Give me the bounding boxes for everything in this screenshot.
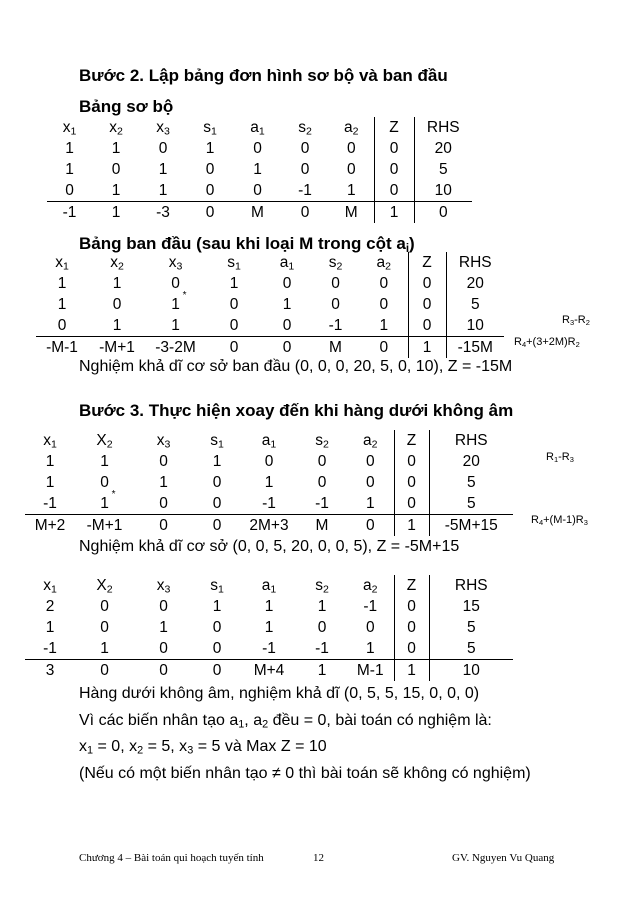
table-cell: 1 xyxy=(45,474,55,491)
table-cell: 0 xyxy=(100,619,109,636)
table-cell: 0 xyxy=(159,640,168,657)
table-cell: 5 xyxy=(466,495,476,512)
table-row xyxy=(25,515,513,537)
column-header: $a_2$ xyxy=(363,577,378,596)
table-cell: M-1 xyxy=(347,660,394,682)
table-cell: 0 xyxy=(57,317,67,334)
column-header: $s_2$ xyxy=(315,577,329,596)
table-cell: 1 xyxy=(205,140,215,157)
table-cell: 0 xyxy=(394,596,429,617)
table-cell: 0 xyxy=(408,273,446,294)
table-row xyxy=(47,202,472,224)
table-cell: 0 xyxy=(282,275,292,292)
table-cell: 1 xyxy=(264,619,274,636)
table-cell: 1 xyxy=(365,640,375,657)
table-cell: 0 xyxy=(360,337,408,359)
column-header: $x_1$ xyxy=(62,119,77,138)
table-cell: 1 xyxy=(297,660,347,682)
conclusion-line: (Nếu có một biến nhân tạo ≠ 0 thì bài toán sẽ không có nghiệm) xyxy=(79,765,531,782)
table-cell: 1 xyxy=(408,337,446,359)
conclusion-line: $x_1 = 0$, $x_2 = 5$, $x_3 = 5$ và Max Z = 10 xyxy=(79,738,327,757)
table-cell: 0 xyxy=(408,294,446,315)
pivot1-table xyxy=(25,430,513,536)
table-header-row xyxy=(25,430,513,451)
column-header: $x_1$ xyxy=(55,254,69,273)
table-cell: 0 xyxy=(414,202,472,224)
column-header: $a_2$ xyxy=(363,432,378,451)
table-cell: 1 xyxy=(365,495,375,512)
column-header: $x_3$ xyxy=(156,119,170,138)
table-cell: 1 xyxy=(111,182,121,199)
column-header: $x_1$ xyxy=(43,577,57,596)
table-header-row xyxy=(25,575,513,596)
step2-heading: Bước 2. Lập bảng đơn hình sơ bộ và ban đầu xyxy=(79,66,448,85)
table-cell: 0 xyxy=(112,296,122,313)
table-cell: 0 xyxy=(193,660,241,682)
table-cell: -1 xyxy=(315,640,329,657)
initial-row-op-note: $R_3-R_2$ xyxy=(562,314,590,327)
initial-table xyxy=(36,252,504,358)
table-cell: 1 xyxy=(394,515,429,537)
table-cell: -1 xyxy=(315,495,329,512)
table-cell: 1 xyxy=(159,619,168,636)
table-cell: 0 xyxy=(374,159,414,180)
table-cell: 10 xyxy=(429,660,513,682)
table-cell: 0 xyxy=(158,140,168,157)
table-row xyxy=(47,138,472,159)
table-cell: 0 xyxy=(365,474,375,491)
table-cell: 1 xyxy=(65,140,74,157)
table-cell: 1 xyxy=(171,317,180,334)
table-cell: 1 xyxy=(379,317,389,334)
table-cell: 1 xyxy=(100,640,109,657)
table-cell: -1 xyxy=(262,640,276,657)
table-cell: 1 xyxy=(158,161,168,178)
table-cell: M xyxy=(234,202,281,224)
table-cell: 0 xyxy=(193,515,241,537)
footer-chapter: Chương 4 – Bài toán qui hoạch tuyến tính xyxy=(79,852,264,864)
table-cell: 0 xyxy=(346,140,356,157)
table-cell: -1 xyxy=(43,640,57,657)
table-cell: 1 xyxy=(100,453,109,470)
table-cell: -3-2M xyxy=(146,337,205,359)
table-cell: -M-1 xyxy=(36,337,88,359)
table-row xyxy=(36,337,504,359)
table-cell: 0 xyxy=(171,275,180,292)
table-cell: 0 xyxy=(346,161,356,178)
table-cell: 0 xyxy=(75,660,134,682)
table-row xyxy=(25,493,513,515)
footer-page-number: 12 xyxy=(313,852,324,864)
table-cell: M xyxy=(311,337,360,359)
column-header: $s_1$ xyxy=(227,254,241,273)
table-cell: 0 xyxy=(212,619,222,636)
table-cell: 0 xyxy=(212,495,222,512)
column-header: $x_2$ xyxy=(109,119,123,138)
table-cell: M+2 xyxy=(25,515,75,537)
column-header: Z xyxy=(374,117,414,138)
table-cell: 0 xyxy=(111,161,121,178)
preliminary-table xyxy=(47,117,472,223)
table-cell: 0 xyxy=(317,619,327,636)
initial-table-title: Bảng ban đầu (sau khi loại M trong cột $a_i$) xyxy=(79,234,415,255)
table-header-row xyxy=(36,252,504,273)
table-cell: 1 xyxy=(282,296,292,313)
step3-heading: Bước 3. Thực hiện xoay đến khi hàng dưới không âm xyxy=(79,401,514,420)
table-cell: 0 xyxy=(212,640,222,657)
table-cell: 0 xyxy=(300,140,310,157)
table-row xyxy=(25,660,513,682)
table-cell: 0 xyxy=(282,317,292,334)
table-cell: 0 xyxy=(374,138,414,159)
table-row xyxy=(25,451,513,472)
table-cell: 3 xyxy=(25,660,75,682)
initial-row-op-note: $R_4+(3+2M)R_2$ xyxy=(514,336,580,349)
table-cell: 1 * xyxy=(75,493,134,515)
table-cell: 1 xyxy=(374,202,414,224)
table-cell: 1 xyxy=(394,660,429,682)
table-cell: 0 xyxy=(229,296,239,313)
table-cell: 1 xyxy=(159,474,168,491)
column-header: $s_2$ xyxy=(315,432,329,451)
table-cell: 1 xyxy=(212,598,222,615)
footer-author: GV. Nguyen Vu Quang xyxy=(452,852,555,864)
column-header: $x_3$ xyxy=(168,254,183,273)
table-cell: -1 xyxy=(363,598,378,615)
pivot1-row-op-note: $R_4+(M-1)R_3$ xyxy=(531,514,588,527)
table-cell: M xyxy=(297,515,347,537)
table-cell: 0 xyxy=(253,140,262,157)
table-cell: 1 xyxy=(57,275,67,292)
column-header: $s_1$ xyxy=(203,119,217,138)
table-cell: 0 xyxy=(205,182,215,199)
table-row xyxy=(25,472,513,493)
pivot1-solution: Nghiệm khả dĩ cơ sở (0, 0, 5, 20, 0, 0, 5), Z = -5M+15 xyxy=(79,538,460,555)
conclusion-line: Vì các biến nhân tạo $a_1$, $a_2$ đều = 0, bài toán có nghiệm là: xyxy=(79,712,492,731)
table-cell: 0 xyxy=(212,474,222,491)
column-header: RHS xyxy=(426,119,460,136)
column-header: $a_2$ xyxy=(376,254,391,273)
table-cell: 1 xyxy=(346,182,356,199)
table-cell: 0 xyxy=(264,453,274,470)
table-cell: 1 xyxy=(65,161,74,178)
table-cell: -15M xyxy=(446,337,504,359)
column-header: $s_2$ xyxy=(298,119,312,138)
table-cell: 0 xyxy=(365,453,375,470)
table-cell: 1 xyxy=(92,202,140,224)
column-header: Z xyxy=(408,252,446,273)
table-cell: 20 xyxy=(434,140,452,157)
table-cell: -1 xyxy=(47,202,92,224)
table-cell: -3 xyxy=(140,202,186,224)
table-cell: 1 xyxy=(112,275,122,292)
table-cell: 1 xyxy=(112,317,122,334)
column-header: RHS xyxy=(454,432,488,449)
column-header: $a_1$ xyxy=(279,254,295,273)
table-cell: 5 xyxy=(470,296,480,313)
table-cell: 0 xyxy=(394,617,429,638)
table-cell: 1 xyxy=(111,140,121,157)
preliminary-table-title: Bảng sơ bộ xyxy=(79,97,174,116)
column-header: RHS xyxy=(454,577,488,594)
table-cell: -M+1 xyxy=(88,337,146,359)
table-cell: -M+1 xyxy=(75,515,134,537)
table-cell: 15 xyxy=(462,598,480,615)
table-row xyxy=(25,617,513,638)
table-cell: 1 xyxy=(253,161,262,178)
table-cell: 0 xyxy=(347,515,394,537)
table-cell: 2M+3 xyxy=(241,515,297,537)
table-cell: 0 xyxy=(331,296,340,313)
table-cell: 0 xyxy=(159,598,168,615)
table-cell: -1 xyxy=(43,495,57,512)
column-header: Z xyxy=(394,430,429,451)
table-cell: -1 xyxy=(262,495,276,512)
table-cell: 2 xyxy=(45,598,55,615)
table-cell: 10 xyxy=(466,317,484,334)
table-cell: 1 * xyxy=(146,294,205,315)
column-header: $a_2$ xyxy=(344,119,359,138)
column-header: $a_1$ xyxy=(261,432,277,451)
table-cell: 5 xyxy=(438,161,448,178)
table-row xyxy=(36,315,504,337)
table-cell: M xyxy=(329,202,374,224)
table-cell: -1 xyxy=(298,182,312,199)
table-cell: 1 xyxy=(57,296,67,313)
table-cell: 5 xyxy=(466,474,476,491)
pivot2-table xyxy=(25,575,513,681)
table-row xyxy=(36,273,504,294)
table-cell: 1 xyxy=(317,598,327,615)
column-header: $x_2$ xyxy=(110,254,124,273)
table-cell: 1 xyxy=(264,598,274,615)
conclusion-line: Hàng dưới không âm, nghiệm khả dĩ (0, 5, 5, 15, 0, 0, 0) xyxy=(79,685,480,702)
table-cell: 1 xyxy=(45,619,55,636)
table-cell: 20 xyxy=(466,275,484,292)
column-header: $X_2$ xyxy=(96,432,113,451)
table-cell: 1 xyxy=(264,474,274,491)
column-header: $x_3$ xyxy=(156,432,171,451)
table-cell: 0 xyxy=(408,315,446,337)
table-cell: 0 xyxy=(65,182,74,199)
table-cell: 20 xyxy=(462,453,480,470)
table-cell: 0 xyxy=(159,453,168,470)
table-cell: 0 xyxy=(186,202,234,224)
column-header: $s_2$ xyxy=(328,254,343,273)
column-header: $a_1$ xyxy=(261,577,277,596)
table-cell: 0 xyxy=(281,202,329,224)
table-cell: 0 xyxy=(205,337,263,359)
column-header: $X_2$ xyxy=(96,577,113,596)
table-cell: 10 xyxy=(434,182,452,199)
table-cell: 5 xyxy=(466,619,476,636)
table-row xyxy=(47,159,472,180)
table-row xyxy=(47,180,472,202)
table-cell: 0 xyxy=(263,337,311,359)
table-cell: 0 xyxy=(379,296,389,313)
table-cell: 0 xyxy=(365,619,375,636)
table-header-row xyxy=(47,117,472,138)
initial-solution: Nghiệm khả dĩ cơ sở ban đầu (0, 0, 0, 20, 5, 0, 10), Z = -15M xyxy=(79,358,513,375)
table-cell: 0 xyxy=(379,275,389,292)
column-header: $s_1$ xyxy=(210,577,224,596)
column-header: $a_1$ xyxy=(250,119,265,138)
table-cell: 0 xyxy=(394,472,429,493)
table-row xyxy=(36,294,504,315)
table-cell: 0 xyxy=(317,453,327,470)
table-cell: 0 xyxy=(134,515,193,537)
table-row xyxy=(25,596,513,617)
table-cell: 0 xyxy=(394,493,429,515)
table-cell: -1 xyxy=(328,317,343,334)
table-cell: 0 xyxy=(394,638,429,660)
table-cell: 0 xyxy=(205,161,215,178)
table-cell: M+4 xyxy=(241,660,297,682)
column-header: RHS xyxy=(458,254,492,271)
table-row xyxy=(25,638,513,660)
table-cell: 0 xyxy=(253,182,262,199)
table-cell: 1 xyxy=(158,182,168,199)
table-cell: 1 xyxy=(229,275,239,292)
table-cell: 0 xyxy=(394,451,429,472)
table-cell: 1 xyxy=(45,453,55,470)
table-cell: 0 xyxy=(374,180,414,202)
table-cell: 0 xyxy=(300,161,310,178)
table-cell: 0 xyxy=(134,660,193,682)
table-cell: 5 xyxy=(466,640,476,657)
column-header: $s_1$ xyxy=(210,432,224,451)
column-header: Z xyxy=(394,575,429,596)
table-cell: 0 xyxy=(100,598,109,615)
table-cell: 0 xyxy=(317,474,327,491)
table-cell: 0 xyxy=(159,495,168,512)
table-cell: 1 xyxy=(212,453,222,470)
pivot1-row-op-note: $R_1-R_3$ xyxy=(546,451,574,464)
column-header: $x_3$ xyxy=(156,577,171,596)
table-cell: 0 xyxy=(100,474,109,491)
column-header: $x_1$ xyxy=(43,432,57,451)
table-cell: -5M+15 xyxy=(429,515,513,537)
table-cell: 0 xyxy=(229,317,239,334)
table-cell: 0 xyxy=(331,275,340,292)
